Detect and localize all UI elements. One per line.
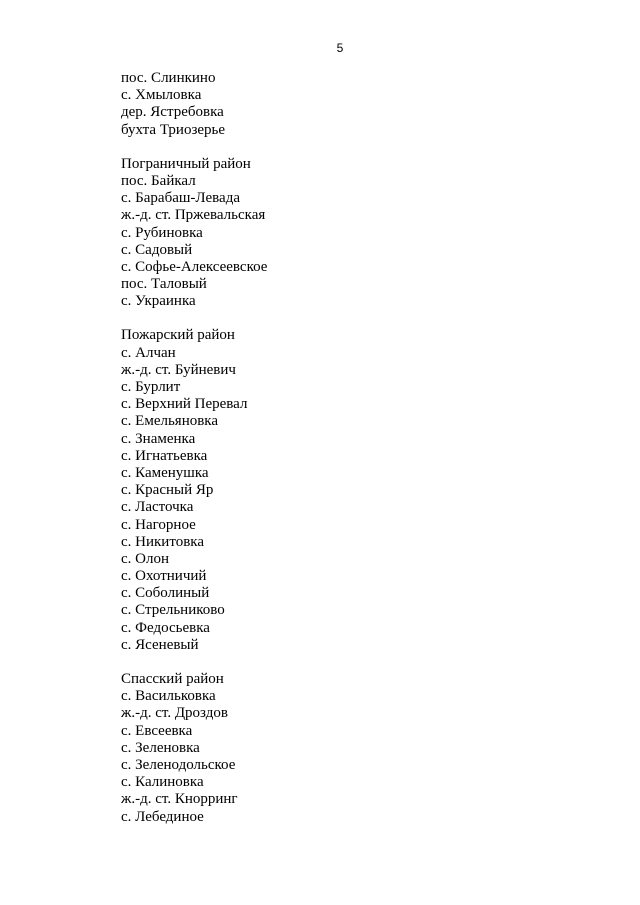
district-group-continued bbox=[121, 70, 601, 139]
settlement-list bbox=[121, 70, 601, 843]
settlement-item: с. Рубиновка bbox=[121, 224, 203, 241]
settlement-item: с. Лебединое bbox=[121, 808, 204, 825]
settlement-item: ж.-д. ст. Пржевальская bbox=[121, 207, 266, 224]
settlement-item: с. Никитовка bbox=[121, 533, 204, 550]
district-heading: Пожарский район bbox=[121, 327, 235, 344]
settlement-item: с. Васильковка bbox=[121, 688, 216, 705]
settlement-item: с. Евсеевка bbox=[121, 722, 193, 739]
district-group-pogranichny bbox=[121, 156, 601, 311]
page-number: 5 bbox=[336, 41, 344, 55]
settlement-item: бухта Триозерье bbox=[121, 121, 226, 138]
settlement-item: с. Ясеневый bbox=[121, 636, 199, 653]
settlement-item: с. Зеленовка bbox=[121, 739, 200, 756]
settlement-item: с. Нагорное bbox=[121, 516, 196, 533]
settlement-item: с. Красный Яр bbox=[121, 482, 214, 499]
settlement-item: ж.-д. ст. Буйневич bbox=[121, 361, 236, 378]
settlement-item: с. Алчан bbox=[121, 344, 176, 361]
settlement-item: с. Бурлит bbox=[121, 379, 181, 395]
settlement-item: пос. Байкал bbox=[121, 172, 196, 189]
district-heading: Спасский район bbox=[121, 671, 224, 687]
settlement-item: с. Зеленодольское bbox=[121, 756, 236, 773]
settlement-item: с. Ласточка bbox=[121, 499, 194, 516]
settlement-item: с. Емельяновка bbox=[121, 413, 219, 430]
settlement-item: ж.-д. ст. Дроздов bbox=[121, 705, 228, 722]
settlement-item: с. Олон bbox=[121, 550, 170, 567]
settlement-item: с. Барабаш-Левада bbox=[121, 190, 240, 207]
district-group-spassky bbox=[121, 671, 601, 826]
district-group-pozharsky bbox=[121, 327, 601, 654]
settlement-item: с. Стрельниково bbox=[121, 602, 225, 619]
settlement-item: с. Верхний Перевал bbox=[121, 396, 248, 413]
settlement-item: с. Садовый bbox=[121, 241, 193, 258]
settlement-item: с. Игнатьевка bbox=[121, 447, 208, 464]
settlement-item: пос. Слинкино bbox=[121, 70, 216, 86]
district-heading: Пограничный район bbox=[121, 155, 251, 172]
settlement-item: с. Знаменка bbox=[121, 430, 196, 447]
settlement-item: с. Калиновка bbox=[121, 774, 204, 791]
settlement-item: ж.-д. ст. Кнорринг bbox=[121, 791, 238, 808]
settlement-item: с. Федосьевка bbox=[121, 619, 210, 636]
settlement-item: с. Соболиный bbox=[121, 585, 210, 602]
settlement-item: с. Украинка bbox=[121, 293, 196, 310]
settlement-item: пос. Таловый bbox=[121, 276, 207, 293]
settlement-item: с. Софье-Алексеевское bbox=[121, 258, 268, 275]
settlement-item: дер. Ястребовка bbox=[121, 104, 224, 121]
settlement-item: с. Каменушка bbox=[121, 464, 209, 481]
settlement-item: с. Хмыловка bbox=[121, 87, 202, 104]
settlement-item: с. Охотничий bbox=[121, 568, 207, 585]
